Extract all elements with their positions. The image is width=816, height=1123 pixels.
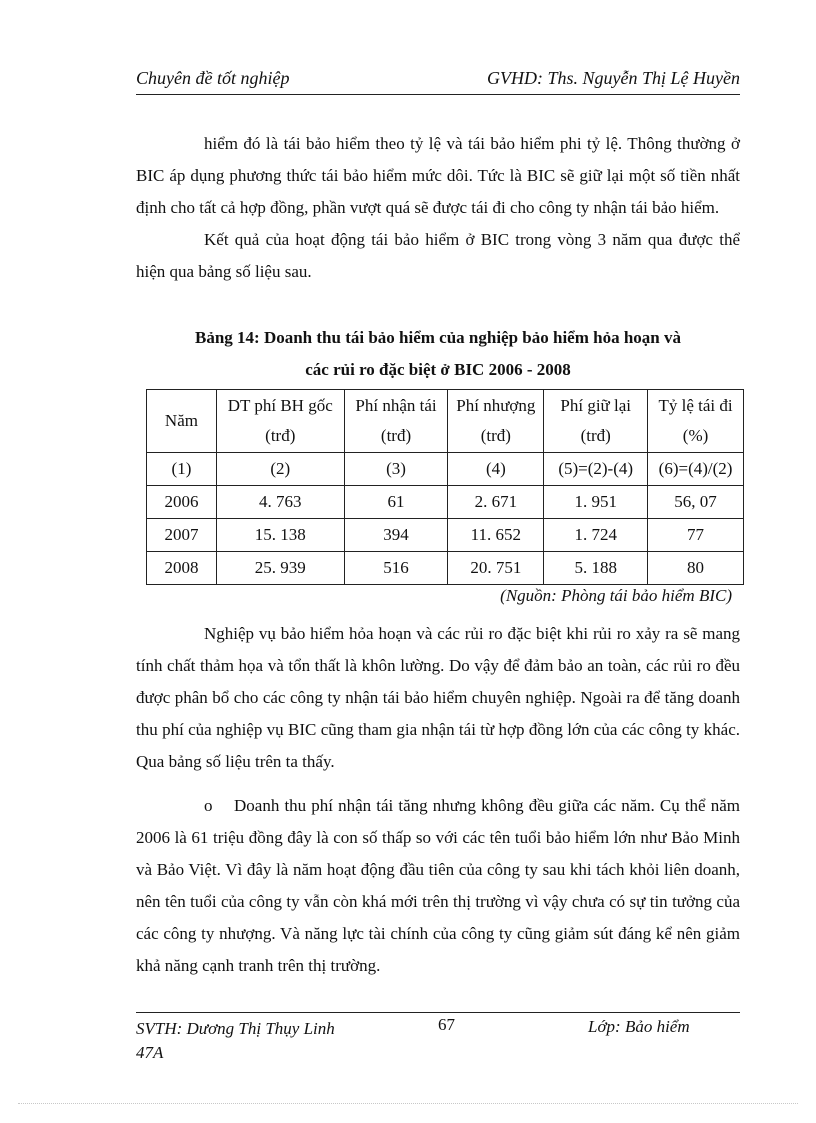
- header-cell-year: Năm: [147, 390, 217, 453]
- table-cell: 20. 751: [448, 552, 544, 585]
- header-cell-gross-premium: DT phí BH gốc (trđ): [216, 390, 344, 453]
- table-cell: 2007: [147, 519, 217, 552]
- bullet-text: Doanh thu phí nhận tái tăng nhưng không đều giữa các năm. Cụ thể năm 2006 là 61 triệu đồng đây là con số thấp so với các tên tuổi bảo hiểm lớn như Bảo Minh và Bảo Việt. Vì đây là năm hoạt động đầu tiên của công ty sau khi tách khỏi liên doanh, nên tên tuổi của công ty vẫn còn khá mới trên thị trường vì vậy chưa có sự tin tưởng của các công ty nhượng. Và năng lực tài chính của công ty cũng giảm sút đáng kể nên giảm khả năng cạnh tranh trên thị trường.: [136, 796, 740, 975]
- table-cell: 1. 724: [544, 519, 648, 552]
- table-cell: (6)=(4)/(2): [648, 453, 744, 486]
- table-cell: 5. 188: [544, 552, 648, 585]
- page-footer: [136, 1012, 740, 1062]
- table-formula-row: [147, 453, 744, 486]
- table-cell: 15. 138: [216, 519, 344, 552]
- table-cell: 56, 07: [648, 486, 744, 519]
- table-cell: 77: [648, 519, 744, 552]
- table-cell: (4): [448, 453, 544, 486]
- table-cell: 516: [344, 552, 448, 585]
- table-source-note: (Nguồn: Phòng tái bảo hiểm BIC): [500, 586, 732, 605]
- table-cell: (1): [147, 453, 217, 486]
- table-cell: 394: [344, 519, 448, 552]
- table-cell: 80: [648, 552, 744, 585]
- table-cell: (5)=(2)-(4): [544, 453, 648, 486]
- table-cell: (3): [344, 453, 448, 486]
- header-title: Chuyên đề tốt nghiệp: [136, 68, 290, 88]
- footer-student-class: 47A: [136, 1043, 164, 1062]
- table-header-row: [147, 390, 744, 453]
- body-text-bottom: [136, 618, 740, 982]
- table-caption-line1: Bảng 14: Doanh thu tái bảo hiểm của nghiệp bảo hiểm hỏa hoạn và: [194, 328, 682, 347]
- page-bottom-divider: [18, 1103, 798, 1104]
- footer-student: [136, 1017, 335, 1065]
- body-text-top: [136, 128, 740, 288]
- paragraph-fire-insurance: Nghiệp vụ bảo hiểm hỏa hoạn và các rủi ro đặc biệt khi rủi ro xảy ra sẽ mang tính chất thảm họa và tổn thất là khôn lường. Do vậy để đảm bảo an toàn, các rủi ro đều được phân bổ cho các công ty nhận tái bảo hiểm chuyên nghiệp. Ngoài ra để tăng doanh thu phí của nghiệp vụ BIC cũng tham gia nhận tái từ hợp đồng lớn của các công ty khác. Qua bảng số liệu trên ta thấy.: [136, 624, 740, 771]
- header-cell-inward-premium: Phí nhận tái (trđ): [344, 390, 448, 453]
- bullet-icon: o: [204, 796, 213, 815]
- table-cell: (2): [216, 453, 344, 486]
- header-cell-cession-rate: Tỷ lệ tái đi (%): [648, 390, 744, 453]
- table-cell: 2. 671: [448, 486, 544, 519]
- table-row: [147, 552, 744, 585]
- table-cell: 1. 951: [544, 486, 648, 519]
- footer-student-name: SVTH: Dương Thị Thụy Linh: [136, 1019, 335, 1038]
- paragraph-results-intro: Kết quả của hoạt động tái bảo hiểm ở BIC trong vòng 3 năm qua được thể hiện qua bảng số liệu sau.: [136, 230, 740, 281]
- table-cell: 2006: [147, 486, 217, 519]
- paragraph-bullet-inward-revenue: [136, 790, 740, 982]
- table-cell: 11. 652: [448, 519, 544, 552]
- reinsurance-revenue-table: [146, 389, 744, 585]
- paragraph-reinsurance-method: hiểm đó là tái bảo hiểm theo tỷ lệ và tái bảo hiểm phi tỷ lệ. Thông thường ở BIC áp dụng phương thức tái bảo hiểm mức dôi. Tức là BIC sẽ giữ lại một số tiền nhất định cho tất cả hợp đồng, phần vượt quá sẽ được tái đi cho công ty nhận tái bảo hiểm.: [136, 134, 740, 217]
- table-cell: 4. 763: [216, 486, 344, 519]
- table-cell: 61: [344, 486, 448, 519]
- table-cell: 25. 939: [216, 552, 344, 585]
- footer-class-label: Lớp: Bảo hiểm: [588, 1017, 690, 1036]
- table-row: [147, 519, 744, 552]
- table-cell: 2008: [147, 552, 217, 585]
- table-caption-line2: các rủi ro đặc biệt ở BIC 2006 - 2008: [305, 360, 571, 379]
- header-supervisor: GVHD: Ths. Nguyễn Thị Lệ Huyền: [487, 68, 740, 88]
- table-row: [147, 486, 744, 519]
- page-number: 67: [438, 1015, 455, 1034]
- page-header: [136, 68, 740, 95]
- header-cell-ceded-premium: Phí nhượng (trđ): [448, 390, 544, 453]
- header-cell-retained-premium: Phí giữ lại (trđ): [544, 390, 648, 453]
